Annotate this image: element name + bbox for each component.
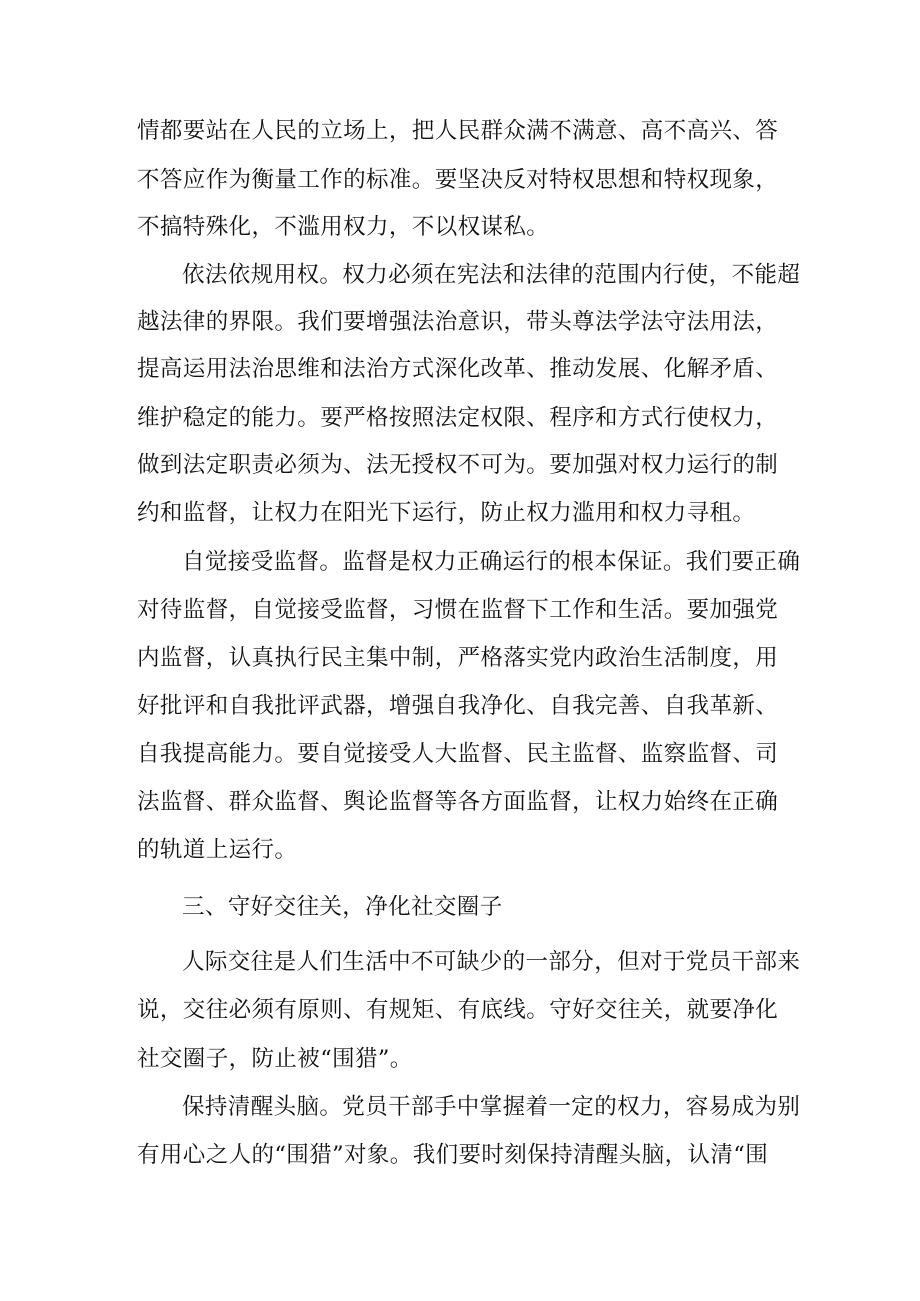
text-line: 做到法定职责必须为、法无授权不可为。要加强对权力运行的制 <box>137 452 779 478</box>
paragraph-start-line: 依法依规用权。权力必须在宪法和法律的范围内行使，不能超 <box>182 262 801 288</box>
text-line: 情都要站在人民的立场上，把人民群众满不满意、高不高兴、答 <box>137 118 779 144</box>
text-line: 不答应作为衡量工作的标准。要坚决反对特权思想和特权现象， <box>137 167 779 193</box>
text-line: 好批评和自我批评武器，增强自我净化、自我完善、自我革新、 <box>137 693 779 719</box>
text-line: 社交圈子，防止被“围猎”。 <box>137 1046 413 1072</box>
text-line: 提高运用法治思维和法治方式深化改革、推动发展、化解矛盾、 <box>137 356 779 382</box>
text-line: 约和监督，让权力在阳光下运行，防止权力滥用和权力寻租。 <box>137 500 756 526</box>
text-line: 维护稳定的能力。要严格按照法定权限、程序和方式行使权力， <box>137 405 779 431</box>
text-line: 不搞特殊化，不滥用权力，不以权谋私。 <box>137 214 550 240</box>
text-line: 的轨道上运行。 <box>137 837 298 863</box>
text-line: 越法律的界限。我们要增强法治意识，带头尊法学法守法用法， <box>137 309 779 335</box>
text-line: 说，交往必须有原则、有规矩、有底线。守好交往关，就要净化 <box>137 997 779 1023</box>
text-line: 对待监督，自觉接受监督，习惯在监督下工作和生活。要加强党 <box>137 597 779 623</box>
text-line: 有用心之人的“围猎”对象。我们要时刻保持清醒头脑，认清“围 <box>137 1142 769 1168</box>
text-line: 法监督、群众监督、舆论监督等各方面监督，让权力始终在正确 <box>137 789 779 815</box>
text-line: 内监督，认真执行民主集中制，严格落实党内政治生活制度，用 <box>137 645 779 671</box>
paragraph-start-line: 自觉接受监督。监督是权力正确运行的根本保证。我们要正确 <box>182 549 801 575</box>
section-heading: 三、守好交往关，净化社交圈子 <box>182 894 503 920</box>
paragraph-start-line: 保持清醒头脑。党员干部手中掌握着一定的权力，容易成为别 <box>182 1094 801 1120</box>
paragraph-start-line: 人际交往是人们生活中不可缺少的一部分，但对于党员干部来 <box>182 949 801 975</box>
text-line: 自我提高能力。要自觉接受人大监督、民主监督、监察监督、司 <box>137 741 779 767</box>
